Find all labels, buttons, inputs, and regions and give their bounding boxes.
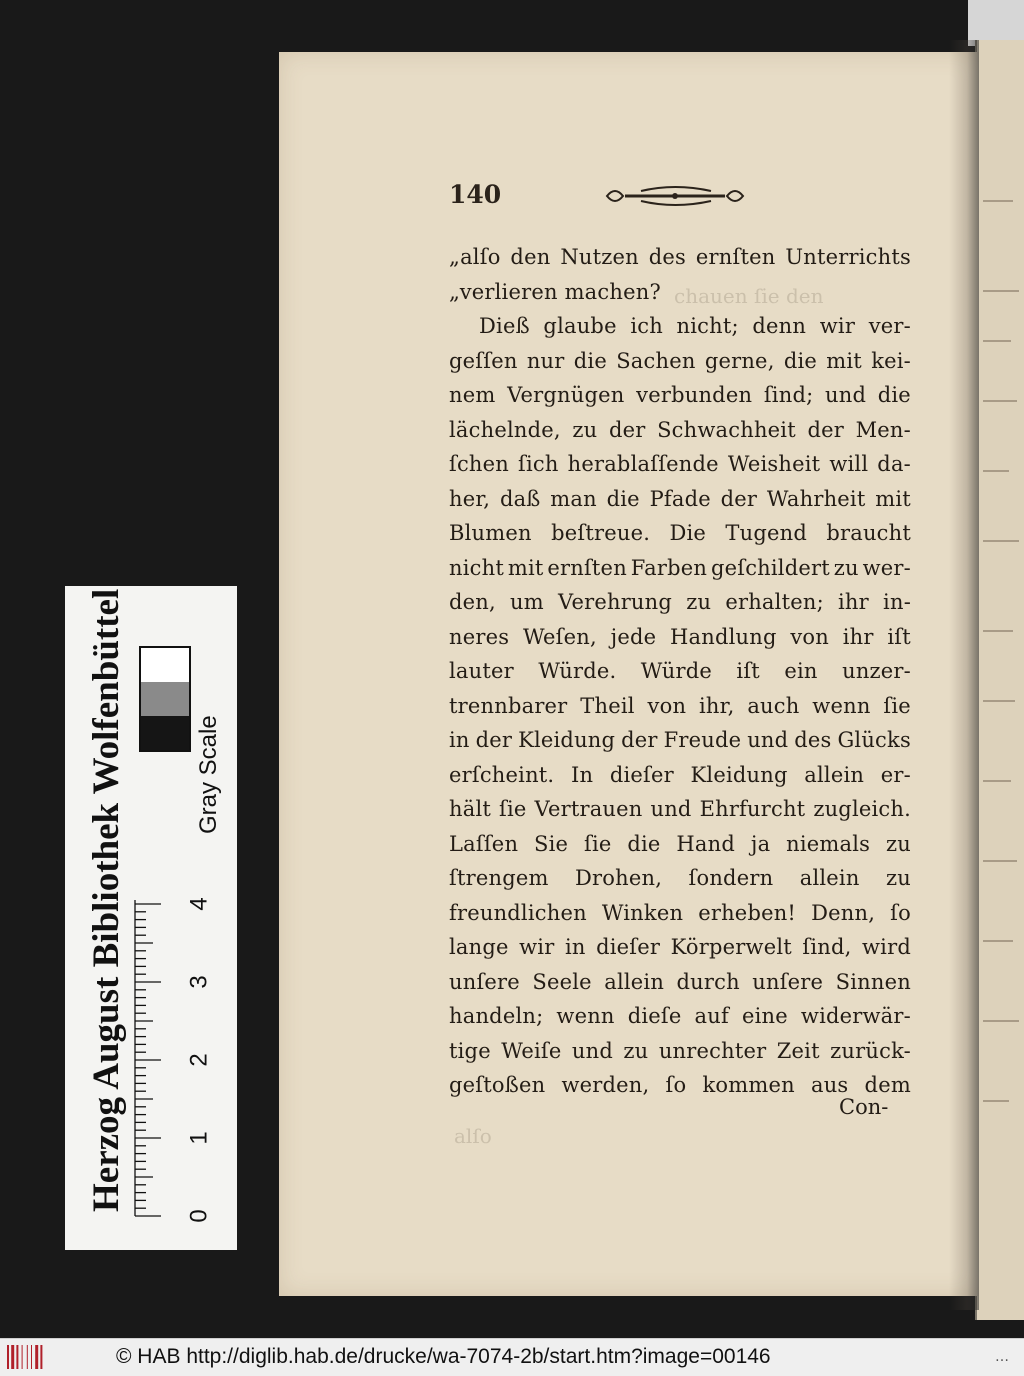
- ornament-icon: [601, 182, 749, 210]
- text-line: her, daß man die Pfade der Wahrheit mit: [449, 486, 911, 511]
- text-line: neres Weſen, jede Handlung von ihr iſt: [449, 624, 911, 649]
- next-page-edge: [975, 40, 1024, 1320]
- text-line: unſere Seele allein durch unſere Sinnen: [449, 969, 911, 994]
- text-line: „verlieren machen?: [449, 279, 661, 304]
- text-line: Laſſen Sie ſie die Hand ja niemals zu: [449, 831, 911, 856]
- grayscale-label: Gray Scale: [195, 715, 222, 834]
- swatch-white: [141, 648, 189, 682]
- text-line: freundlichen Winken erheben! Denn, ſo: [449, 900, 911, 925]
- more-icon[interactable]: …: [995, 1349, 1010, 1365]
- text-line: trennbarer Theil von ihr, auch wenn ſie: [449, 693, 911, 718]
- ruler-scale: [129, 886, 229, 1236]
- text-line: „alſo den Nutzen des ernſten Unterrichts: [449, 245, 911, 269]
- scale-number: 3: [185, 975, 213, 989]
- footer-bar: [0, 1338, 1024, 1376]
- scale-number: 2: [185, 1053, 213, 1067]
- text-line: nicht mit ernſten Farben geſchildert zu wer-: [449, 555, 911, 580]
- grayscale-swatches: [139, 646, 191, 752]
- page-gutter-shadow: [949, 40, 979, 1310]
- text-line: lächelnde, zu der Schwachheit der Men-: [449, 417, 911, 442]
- body-text: [449, 240, 911, 1103]
- barcode-icon: [6, 1344, 48, 1370]
- color-ruler: [65, 586, 237, 1250]
- text-line: ſtrengem Drohen, ſondern allein zu: [449, 866, 911, 890]
- text-line: tige Weiſe und zu unrechter Zeit zurück-: [449, 1038, 911, 1063]
- ruler-title: Herzog August Bibliothek Wolfenbüttel: [86, 588, 127, 1212]
- swatch-black: [141, 716, 189, 750]
- catchword: Con-: [839, 1095, 889, 1119]
- book-page: chauen ſie den alſo 140 „alſo den Nutzen des ernſten Unterrichts „verlieren machen? Dieß glaube ich nicht; denn wir ver- geſſen nur die Sachen gerne, die mit kei- nem Vergnügen verbunden ſind; und die lächelnde, zu der Schwachheit der Men- ſchen ſich herablaſſende Weisheit will da- her, daß man die Pfade der Wahrheit mit Blumen beſtreue. Die Tugend braucht nicht mit ernſten Farben geſchildert zu wer- den, um Verehrung zu erhalten; ihr in- neres Weſen, jede Handlung von ihr iſt lauter Würde. Würde iſt ein unzer- trennbarer Theil von ihr, auch wenn ſie in der Kleidung der Freude und des Glücks erſcheint. In dieſer Kleidung allein er- hält ſie Vertrauen und Ehrfurcht zugleich. Laſſen Sie ſie die Hand ja niemals zu ſtrengem Drohen, ſondern allein zu freundlichen Winken erheben! Denn, ſo lange wir in dieſer Körperwelt ſind, wird unſere Seele allein durch unſere Sinnen handeln; wenn dieſe auf eine widerwär- tige Weiſe und zu unrechter Zeit zurück- geſtoßen werden, ſo kommen aus dem Con-: [279, 52, 979, 1296]
- text-line: Dieß glaube ich nicht; denn wir ver-: [479, 314, 911, 338]
- text-line: erſcheint. In dieſer Kleidung allein er-: [449, 762, 911, 787]
- swatch-gray: [141, 682, 189, 716]
- text-line: nem Vergnügen verbunden ſind; und die: [449, 383, 911, 407]
- text-line: hält ſie Vertrauen und Ehrfurcht zugleich.: [449, 797, 911, 821]
- text-line: geſſen nur die Sachen gerne, die mit kei-: [449, 348, 911, 373]
- page-header: [449, 180, 919, 220]
- text-line: Blumen beſtreue. Die Tugend braucht: [449, 521, 911, 545]
- text-line: handeln; wenn dieſe auf eine widerwär-: [449, 1004, 911, 1028]
- text-line: lange wir in dieſer Körperwelt ſind, wird: [449, 935, 911, 959]
- copyright-text: © HAB http://diglib.hab.de/drucke/wa-7074-2b/start.htm?image=00146: [116, 1345, 771, 1368]
- text-line: ſchen ſich herablaſſende Weisheit will da-: [449, 452, 911, 476]
- scale-number: 0: [185, 1209, 213, 1223]
- scale-number: 4: [185, 897, 213, 911]
- text-line: geſtoßen werden, ſo kommen aus dem: [449, 1073, 911, 1097]
- text-line: den, um Verehrung zu erhalten; ihr in-: [449, 590, 911, 614]
- scale-number: 1: [185, 1131, 213, 1145]
- page-number: 140: [449, 180, 502, 209]
- text-line: in der Kleidung der Freude und des Glücks: [449, 728, 911, 752]
- text-line: lauter Würde. Würde iſt ein unzer-: [449, 659, 911, 683]
